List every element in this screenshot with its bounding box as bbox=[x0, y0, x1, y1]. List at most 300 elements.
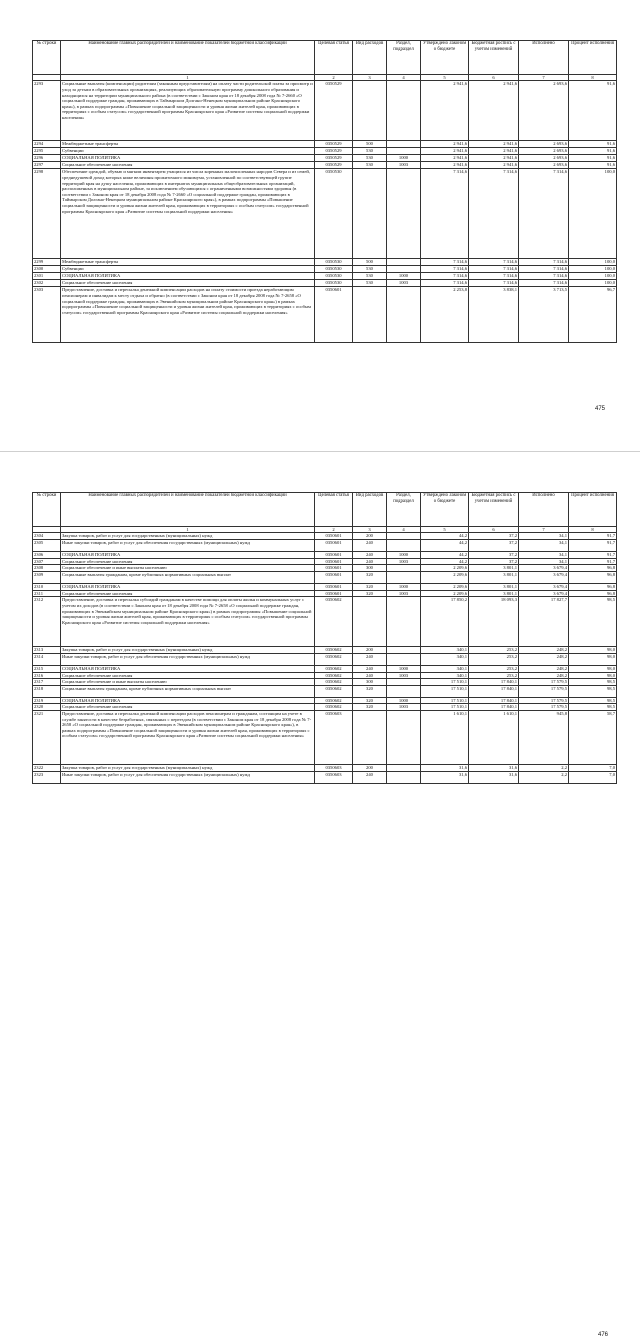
cell-row-number: 2301 bbox=[33, 273, 61, 280]
cell-percent: 98,0 bbox=[569, 672, 617, 679]
cell-executed: 34,1 bbox=[519, 540, 569, 552]
cell-approved: 2 209,6 bbox=[421, 590, 469, 597]
cell-target-article: 0350602 bbox=[315, 685, 353, 697]
column-number: 7 bbox=[519, 75, 569, 81]
cell-expense-kind: 200 bbox=[353, 533, 387, 540]
cell-row-number: 2306 bbox=[33, 552, 61, 559]
cell-approved: 2 253,8 bbox=[421, 287, 469, 343]
budget-table bbox=[32, 40, 617, 343]
header-row bbox=[33, 493, 617, 527]
cell-percent: 96,8 bbox=[569, 571, 617, 583]
cell-percent: 96,7 bbox=[569, 287, 617, 343]
cell-row-number: 2299 bbox=[33, 259, 61, 266]
header-executed: Исполнено bbox=[519, 493, 569, 527]
header-name: Наименование главных распорядителей и наименование показателей бюджетной классификации bbox=[61, 41, 315, 75]
table-row bbox=[33, 266, 617, 273]
cell-section: 1000 bbox=[387, 665, 421, 672]
header-name: Наименование главных распорядителей и наименование показателей бюджетной классификации bbox=[61, 493, 315, 527]
table-body bbox=[33, 41, 617, 343]
cell-percent: 98,5 bbox=[569, 697, 617, 704]
cell-percent: 7,0 bbox=[569, 771, 617, 783]
table-row bbox=[33, 665, 617, 672]
cell-executed: 17 827,7 bbox=[519, 597, 569, 647]
table-row bbox=[33, 704, 617, 711]
table-row bbox=[33, 653, 617, 665]
cell-section bbox=[387, 287, 421, 343]
cell-expense-kind: 240 bbox=[353, 665, 387, 672]
cell-expense-kind bbox=[353, 710, 387, 764]
cell-percent: 96,8 bbox=[569, 583, 617, 590]
cell-budget-roster: 3 838,1 bbox=[469, 287, 519, 343]
cell-percent: 98,5 bbox=[569, 597, 617, 647]
cell-percent: 91,7 bbox=[569, 552, 617, 559]
header-row-number: № строки bbox=[33, 493, 61, 527]
header-target-article: Целевая статья bbox=[315, 41, 353, 75]
cell-expense-kind: 200 bbox=[353, 647, 387, 654]
cell-budget-roster: 7 314,6 bbox=[469, 169, 519, 259]
header-approved: Утверждено Законом о бюджете bbox=[421, 493, 469, 527]
cell-budget-roster: 17 840,1 bbox=[469, 685, 519, 697]
cell-row-number: 2314 bbox=[33, 653, 61, 665]
cell-target-article: 0350529 bbox=[315, 81, 353, 141]
cell-executed: 2 693,6 bbox=[519, 155, 569, 162]
cell-expense-kind: 320 bbox=[353, 583, 387, 590]
cell-budget-roster: 18 093,3 bbox=[469, 597, 519, 647]
cell-target-article: 0350602 bbox=[315, 704, 353, 711]
cell-row-number: 2297 bbox=[33, 162, 61, 169]
cell-target-article: 0350601 bbox=[315, 540, 353, 552]
cell-section: 1000 bbox=[387, 155, 421, 162]
cell-section bbox=[387, 565, 421, 572]
cell-budget-roster: 37,2 bbox=[469, 540, 519, 552]
header-section: Раздел, подраздел bbox=[387, 41, 421, 75]
cell-name: Закупка товаров, работ и услуг для государственных (муниципальных) нужд bbox=[61, 533, 315, 540]
cell-approved: 340,1 bbox=[421, 647, 469, 654]
cell-approved: 44,2 bbox=[421, 540, 469, 552]
cell-expense-kind: 530 bbox=[353, 162, 387, 169]
column-number: 4 bbox=[387, 527, 421, 533]
cell-name: Социальные выплаты гражданам, кроме публичных нормативных социальных выплат bbox=[61, 685, 315, 697]
cell-target-article: 0350602 bbox=[315, 697, 353, 704]
cell-expense-kind: 320 bbox=[353, 697, 387, 704]
column-number: 3 bbox=[353, 527, 387, 533]
table-row bbox=[33, 558, 617, 565]
cell-target-article: 0350602 bbox=[315, 665, 353, 672]
cell-expense-kind bbox=[353, 287, 387, 343]
cell-section bbox=[387, 141, 421, 148]
cell-section: 1003 bbox=[387, 558, 421, 565]
cell-target-article: 0350601 bbox=[315, 565, 353, 572]
cell-name: Социальное обеспечение населения bbox=[61, 704, 315, 711]
cell-target-article: 0350602 bbox=[315, 653, 353, 665]
header-target-article: Целевая статья bbox=[315, 493, 353, 527]
cell-expense-kind: 240 bbox=[353, 672, 387, 679]
cell-percent: 91,6 bbox=[569, 162, 617, 169]
cell-target-article: 0350529 bbox=[315, 141, 353, 148]
cell-section: 1000 bbox=[387, 583, 421, 590]
cell-row-number: 2300 bbox=[33, 266, 61, 273]
cell-approved: 31,6 bbox=[421, 771, 469, 783]
cell-name: Предоставление, доставка и пересылка денежной компенсации расходов пенсионерам и гражданам, состоящим на учете в службе занятости в качестве безработных, связанных с переездом (в соответствии с Законом края от 18 декабря 2008 года № 7-2658 «О социальной поддержке граждан, проживающих в Эвенкийском муниципальном районе Красноярского края»), в рамках подпрограммы «Повышение социальной защищенности и уровня жизни жителей края, проживающих в территориях с особым статусом» государственной программы Красноярского края «Развитие системы социальной поддержки населения» bbox=[61, 710, 315, 764]
cell-row-number: 2307 bbox=[33, 558, 61, 565]
cell-budget-roster: 37,2 bbox=[469, 533, 519, 540]
cell-row-number: 2315 bbox=[33, 665, 61, 672]
column-number: 5 bbox=[421, 75, 469, 81]
header-budget-roster: Бюджетная роспись с учетом изменений bbox=[469, 41, 519, 75]
cell-approved: 7 314,6 bbox=[421, 273, 469, 280]
cell-approved: 17 510,1 bbox=[421, 704, 469, 711]
cell-row-number: 2310 bbox=[33, 583, 61, 590]
cell-executed: 2 693,6 bbox=[519, 148, 569, 155]
cell-name: Социальное обеспечение населения bbox=[61, 558, 315, 565]
cell-row-number: 2313 bbox=[33, 647, 61, 654]
cell-percent: 100,0 bbox=[569, 259, 617, 266]
cell-executed: 248,2 bbox=[519, 665, 569, 672]
cell-name: Иные закупки товаров, работ и услуг для обеспечения государственных (муниципальных) нужд bbox=[61, 540, 315, 552]
cell-approved: 340,1 bbox=[421, 665, 469, 672]
cell-expense-kind: 240 bbox=[353, 540, 387, 552]
cell-section bbox=[387, 710, 421, 764]
cell-budget-roster: 17 840,1 bbox=[469, 679, 519, 686]
cell-approved: 2 941,6 bbox=[421, 155, 469, 162]
cell-approved: 2 941,6 bbox=[421, 81, 469, 141]
cell-expense-kind: 320 bbox=[353, 571, 387, 583]
cell-budget-roster: 2 941,6 bbox=[469, 162, 519, 169]
page-number: 475 bbox=[595, 406, 606, 412]
document-page-475 bbox=[0, 0, 640, 452]
cell-expense-kind: 530 bbox=[353, 266, 387, 273]
cell-percent: 91,7 bbox=[569, 540, 617, 552]
column-number: 8 bbox=[569, 527, 617, 533]
header-expense-kind: Вид расходов bbox=[353, 41, 387, 75]
table-row bbox=[33, 679, 617, 686]
cell-budget-roster: 253,2 bbox=[469, 653, 519, 665]
cell-executed: 7 314,6 bbox=[519, 273, 569, 280]
header-percent: Процент исполнения bbox=[569, 41, 617, 75]
table-row bbox=[33, 259, 617, 266]
page-number: 476 bbox=[598, 1332, 609, 1338]
table-row bbox=[33, 169, 617, 259]
budget-table bbox=[32, 492, 617, 784]
cell-executed: 2,2 bbox=[519, 771, 569, 783]
cell-name: Социальное обеспечение и иные выплаты населению bbox=[61, 565, 315, 572]
cell-target-article: 0350602 bbox=[315, 597, 353, 647]
column-number: 1 bbox=[61, 527, 315, 533]
cell-name: Субвенции bbox=[61, 266, 315, 273]
cell-percent: 91,6 bbox=[569, 81, 617, 141]
cell-target-article: 0350603 bbox=[315, 771, 353, 783]
cell-row-number: 2318 bbox=[33, 685, 61, 697]
cell-executed: 17 579,5 bbox=[519, 685, 569, 697]
cell-budget-roster: 253,2 bbox=[469, 647, 519, 654]
cell-target-article: 0350601 bbox=[315, 558, 353, 565]
cell-target-article: 0350602 bbox=[315, 672, 353, 679]
table-row bbox=[33, 771, 617, 783]
cell-percent: 98,5 bbox=[569, 679, 617, 686]
table-row bbox=[33, 155, 617, 162]
cell-target-article: 0350601 bbox=[315, 533, 353, 540]
cell-expense-kind: 320 bbox=[353, 590, 387, 597]
table-row bbox=[33, 141, 617, 148]
cell-percent: 98,0 bbox=[569, 665, 617, 672]
cell-row-number: 2322 bbox=[33, 764, 61, 771]
table-row bbox=[33, 552, 617, 559]
document-page-476 bbox=[0, 452, 640, 1338]
cell-section bbox=[387, 571, 421, 583]
cell-expense-kind: 530 bbox=[353, 148, 387, 155]
cell-executed: 7 314,6 bbox=[519, 259, 569, 266]
header-approved: Утверждено Законом о бюджете bbox=[421, 41, 469, 75]
table-row bbox=[33, 162, 617, 169]
cell-executed: 34,1 bbox=[519, 533, 569, 540]
cell-name: Обеспечение одеждой, обувью и мягким инвентарем учащихся из числа коренных малочисленных народов Севера и из семей, среднедушевой доход которых ниже величины прожиточного минимума, установленной по соответствующей группе территорий края на душу населения, проживающих в интернатах муниципальных общеобразовательных организаций, расположенных в муниципальном районе, за исключением обучающихся с ограниченными возможностями здоровья (в соответствии с Законом края от 18 декабря 2008 года № 7-2660 «О социальной поддержке граждан, проживающих в Таймырском Долгано-Ненецком муниципальном районе Красноярского края»), в рамках подпрограммы «Повышение социальной защищенности и уровня жизни жителей края, проживающих в территориях с особым статусом» государственной программы Красноярского края «Развитие системы социальной поддержки населения» bbox=[61, 169, 315, 259]
cell-name: Иные закупки товаров, работ и услуг для обеспечения государственных (муниципальных) нужд bbox=[61, 653, 315, 665]
cell-name: Предоставление, доставка и пересылка денежной компенсации расходов на оплату стоимости проезда неработающим пенсионерам и инвалидам к месту отдыха и обратно (в соответствии с Законом края от 18 декабря 2008 года № 7-2658 «О социальной поддержке граждан, проживающих в Эвенкийском муниципальном районе Красноярского края») в рамках подпрограммы «Повышение социальной защищенности и уровня жизни жителей края, проживающих в территориях с особым статусом» государственной программы Красноярского края «Развитие системы социальной поддержки населения» bbox=[61, 287, 315, 343]
cell-expense-kind: 530 bbox=[353, 155, 387, 162]
table-row bbox=[33, 597, 617, 647]
cell-budget-roster: 2 941,6 bbox=[469, 155, 519, 162]
cell-expense-kind: 240 bbox=[353, 558, 387, 565]
cell-name: Социальное обеспечение населения bbox=[61, 590, 315, 597]
cell-budget-roster: 253,2 bbox=[469, 672, 519, 679]
cell-executed: 17 579,5 bbox=[519, 679, 569, 686]
cell-percent: 91,7 bbox=[569, 558, 617, 565]
column-number: 4 bbox=[387, 75, 421, 81]
cell-target-article: 0350529 bbox=[315, 148, 353, 155]
cell-expense-kind: 240 bbox=[353, 771, 387, 783]
cell-row-number: 2311 bbox=[33, 590, 61, 597]
cell-target-article: 0350530 bbox=[315, 280, 353, 287]
cell-executed: 17 579,5 bbox=[519, 697, 569, 704]
cell-budget-roster: 17 840,1 bbox=[469, 697, 519, 704]
cell-section bbox=[387, 540, 421, 552]
cell-executed: 3 679,4 bbox=[519, 565, 569, 572]
column-number: 5 bbox=[421, 527, 469, 533]
cell-approved: 44,2 bbox=[421, 533, 469, 540]
cell-executed: 945,8 bbox=[519, 710, 569, 764]
cell-percent: 91,6 bbox=[569, 141, 617, 148]
cell-budget-roster: 31,6 bbox=[469, 764, 519, 771]
cell-section bbox=[387, 679, 421, 686]
cell-row-number: 2298 bbox=[33, 169, 61, 259]
cell-section bbox=[387, 266, 421, 273]
table-row bbox=[33, 273, 617, 280]
cell-target-article: 0350530 bbox=[315, 169, 353, 259]
cell-row-number: 2305 bbox=[33, 540, 61, 552]
cell-budget-roster: 3 801,1 bbox=[469, 571, 519, 583]
cell-percent: 91,6 bbox=[569, 155, 617, 162]
cell-name: Социальные выплаты (компенсации) родителям (законным представителям) на оплату части родительской платы за присмотр и уход за детьми в образовательных организациях, реализующих образовательную программу дошкольного образования и находящихся на территории муниципального района (в соответствии с Законом края от 18 декабря 2008 года № 7-2660 «О социальной поддержке граждан, проживающих в Таймырском Долгано-Ненецком муниципальном районе Красноярского края»), в рамках подпрограммы «Повышение социальной защищенности и уровня жизни жителей края, проживающих в территориях с особым статусом» государственной программы Красноярского края «Развитие системы социальной поддержки населения» bbox=[61, 81, 315, 141]
table-row bbox=[33, 533, 617, 540]
cell-name: СОЦИАЛЬНАЯ ПОЛИТИКА bbox=[61, 273, 315, 280]
table-row bbox=[33, 590, 617, 597]
cell-approved: 7 314,6 bbox=[421, 280, 469, 287]
cell-budget-roster: 253,2 bbox=[469, 665, 519, 672]
cell-name: Межбюджетные трансферты bbox=[61, 259, 315, 266]
cell-budget-roster: 7 314,6 bbox=[469, 259, 519, 266]
cell-approved: 17 510,1 bbox=[421, 697, 469, 704]
cell-approved: 17 510,1 bbox=[421, 679, 469, 686]
cell-budget-roster: 3 801,1 bbox=[469, 583, 519, 590]
cell-row-number: 2316 bbox=[33, 672, 61, 679]
cell-budget-roster: 7 314,6 bbox=[469, 280, 519, 287]
cell-budget-roster: 17 840,1 bbox=[469, 704, 519, 711]
cell-percent: 98,5 bbox=[569, 685, 617, 697]
cell-name: Социальные выплаты гражданам, кроме публичных нормативных социальных выплат bbox=[61, 571, 315, 583]
cell-row-number: 2296 bbox=[33, 155, 61, 162]
cell-approved: 2 941,6 bbox=[421, 148, 469, 155]
cell-expense-kind bbox=[353, 169, 387, 259]
cell-row-number: 2294 bbox=[33, 141, 61, 148]
cell-row-number: 2302 bbox=[33, 280, 61, 287]
cell-percent: 100,0 bbox=[569, 266, 617, 273]
table-row bbox=[33, 81, 617, 141]
cell-target-article: 0350530 bbox=[315, 273, 353, 280]
cell-name: СОЦИАЛЬНАЯ ПОЛИТИКА bbox=[61, 155, 315, 162]
cell-expense-kind: 240 bbox=[353, 552, 387, 559]
cell-executed: 34,1 bbox=[519, 558, 569, 565]
cell-expense-kind: 200 bbox=[353, 764, 387, 771]
header-section: Раздел, подраздел bbox=[387, 493, 421, 527]
cell-executed: 7 314,6 bbox=[519, 266, 569, 273]
cell-name: Закупка товаров, работ и услуг для государственных (муниципальных) нужд bbox=[61, 647, 315, 654]
cell-expense-kind: 530 bbox=[353, 280, 387, 287]
cell-percent: 58,7 bbox=[569, 710, 617, 764]
cell-name: Социальное обеспечение населения bbox=[61, 162, 315, 169]
cell-executed: 7 314,6 bbox=[519, 280, 569, 287]
cell-row-number: 2304 bbox=[33, 533, 61, 540]
cell-target-article: 0350601 bbox=[315, 583, 353, 590]
cell-row-number: 2293 bbox=[33, 81, 61, 141]
cell-section bbox=[387, 771, 421, 783]
table-body bbox=[33, 493, 617, 784]
column-number: 1 bbox=[61, 75, 315, 81]
cell-executed: 248,2 bbox=[519, 653, 569, 665]
cell-approved: 17 510,1 bbox=[421, 685, 469, 697]
cell-approved: 44,2 bbox=[421, 558, 469, 565]
table-row bbox=[33, 565, 617, 572]
cell-budget-roster: 1 610,1 bbox=[469, 710, 519, 764]
column-number: 3 bbox=[353, 75, 387, 81]
cell-approved: 1 610,1 bbox=[421, 710, 469, 764]
cell-name: Предоставление, доставка и пересылка субсидий гражданам в качестве помощи для оплаты жилья и коммунальных услуг с учетом их доходов (в соответствии с Законом края от 18 декабря 2008 года № 7-2658 «О социальной поддержке граждан, проживающих в Эвенкийском муниципальном районе Красноярского края») в рамках подпрограммы «Повышение социальной защищенности и уровня жизни жителей края, проживающих в территориях с особым статусом» государственной программы Красноярского края «Развитие системы социальной поддержки населения» bbox=[61, 597, 315, 647]
header-expense-kind: Вид расходов bbox=[353, 493, 387, 527]
cell-executed: 3 713,5 bbox=[519, 287, 569, 343]
table-row bbox=[33, 148, 617, 155]
column-number: 2 bbox=[315, 75, 353, 81]
cell-target-article: 0350602 bbox=[315, 647, 353, 654]
cell-expense-kind: 300 bbox=[353, 565, 387, 572]
table-row bbox=[33, 672, 617, 679]
cell-name: Социальное обеспечение населения bbox=[61, 280, 315, 287]
cell-expense-kind: 500 bbox=[353, 141, 387, 148]
cell-name: Социальное обеспечение и иные выплаты населению bbox=[61, 679, 315, 686]
cell-expense-kind bbox=[353, 597, 387, 647]
cell-executed: 2 693,6 bbox=[519, 141, 569, 148]
cell-expense-kind: 300 bbox=[353, 679, 387, 686]
cell-expense-kind: 320 bbox=[353, 704, 387, 711]
cell-percent: 91,6 bbox=[569, 148, 617, 155]
table-row bbox=[33, 540, 617, 552]
table-row bbox=[33, 710, 617, 764]
cell-section bbox=[387, 685, 421, 697]
cell-section: 1003 bbox=[387, 162, 421, 169]
cell-target-article: 0350603 bbox=[315, 764, 353, 771]
column-number: 6 bbox=[469, 75, 519, 81]
cell-section bbox=[387, 259, 421, 266]
cell-row-number: 2319 bbox=[33, 697, 61, 704]
cell-percent: 98,0 bbox=[569, 647, 617, 654]
cell-approved: 7 314,6 bbox=[421, 169, 469, 259]
cell-section bbox=[387, 653, 421, 665]
cell-row-number: 2303 bbox=[33, 287, 61, 343]
cell-approved: 17 850,2 bbox=[421, 597, 469, 647]
cell-row-number: 2321 bbox=[33, 710, 61, 764]
cell-row-number: 2309 bbox=[33, 571, 61, 583]
cell-target-article: 0350529 bbox=[315, 155, 353, 162]
cell-row-number: 2320 bbox=[33, 704, 61, 711]
cell-executed: 248,2 bbox=[519, 647, 569, 654]
cell-expense-kind: 240 bbox=[353, 653, 387, 665]
cell-expense-kind: 530 bbox=[353, 273, 387, 280]
cell-percent: 98,0 bbox=[569, 653, 617, 665]
table-row bbox=[33, 280, 617, 287]
cell-expense-kind: 500 bbox=[353, 259, 387, 266]
cell-target-article: 0350601 bbox=[315, 590, 353, 597]
cell-percent: 96,8 bbox=[569, 590, 617, 597]
cell-section: 1003 bbox=[387, 704, 421, 711]
cell-approved: 2 941,6 bbox=[421, 141, 469, 148]
cell-percent: 100,0 bbox=[569, 169, 617, 259]
cell-row-number: 2308 bbox=[33, 565, 61, 572]
table-row bbox=[33, 685, 617, 697]
cell-target-article: 0350602 bbox=[315, 679, 353, 686]
cell-executed: 3 679,4 bbox=[519, 583, 569, 590]
cell-section: 1003 bbox=[387, 590, 421, 597]
cell-budget-roster: 2 941,6 bbox=[469, 81, 519, 141]
cell-approved: 2 209,6 bbox=[421, 565, 469, 572]
cell-executed: 3 679,4 bbox=[519, 590, 569, 597]
cell-approved: 340,1 bbox=[421, 672, 469, 679]
cell-approved: 2 209,6 bbox=[421, 571, 469, 583]
cell-name: СОЦИАЛЬНАЯ ПОЛИТИКА bbox=[61, 665, 315, 672]
cell-name: СОЦИАЛЬНАЯ ПОЛИТИКА bbox=[61, 583, 315, 590]
cell-executed: 248,2 bbox=[519, 672, 569, 679]
cell-budget-roster: 37,2 bbox=[469, 552, 519, 559]
cell-section bbox=[387, 148, 421, 155]
cell-section: 1003 bbox=[387, 280, 421, 287]
table-row bbox=[33, 287, 617, 343]
cell-budget-roster: 3 801,1 bbox=[469, 565, 519, 572]
cell-executed: 2 693,6 bbox=[519, 81, 569, 141]
cell-target-article: 0350603 bbox=[315, 710, 353, 764]
cell-row-number: 2312 bbox=[33, 597, 61, 647]
cell-section bbox=[387, 169, 421, 259]
cell-target-article: 0350530 bbox=[315, 259, 353, 266]
cell-budget-roster: 2 941,6 bbox=[469, 141, 519, 148]
column-number: 2 bbox=[315, 527, 353, 533]
cell-approved: 7 314,6 bbox=[421, 266, 469, 273]
cell-section: 1000 bbox=[387, 552, 421, 559]
cell-executed: 17 579,5 bbox=[519, 704, 569, 711]
cell-name: Иные закупки товаров, работ и услуг для обеспечения государственных (муниципальных) нужд bbox=[61, 771, 315, 783]
cell-row-number: 2295 bbox=[33, 148, 61, 155]
cell-expense-kind: 320 bbox=[353, 685, 387, 697]
cell-row-number: 2323 bbox=[33, 771, 61, 783]
cell-percent: 91,7 bbox=[569, 533, 617, 540]
header-row bbox=[33, 41, 617, 75]
cell-budget-roster: 7 314,6 bbox=[469, 273, 519, 280]
